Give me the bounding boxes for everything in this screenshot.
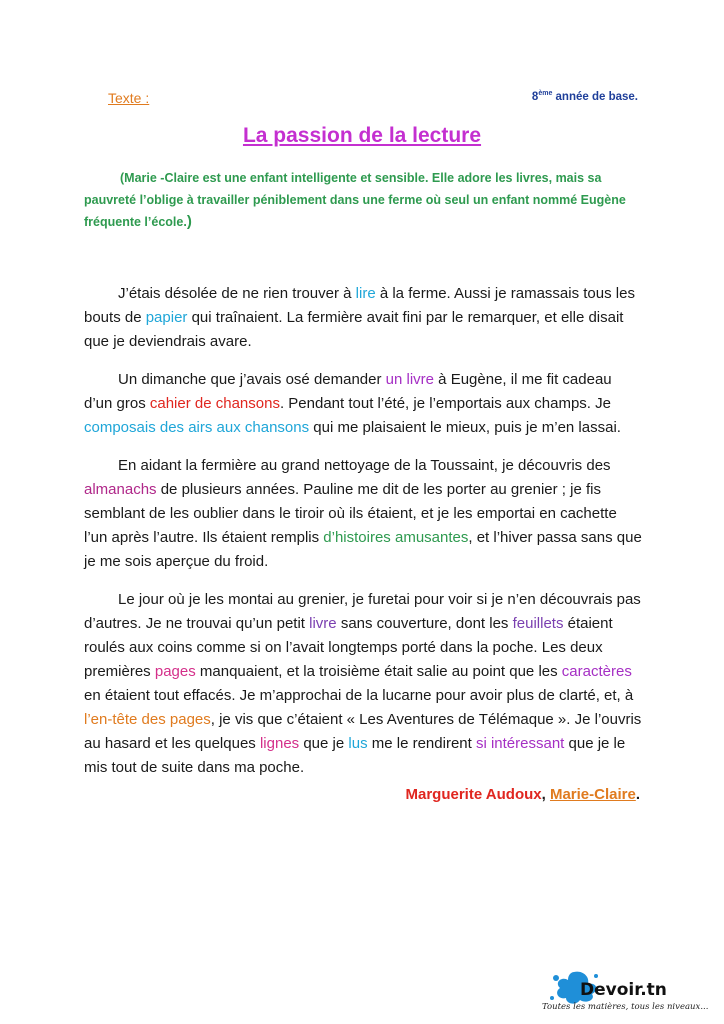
word-en-tete-des-pages: l’en-tête des pages — [84, 711, 211, 728]
intro-paragraph — [84, 167, 644, 233]
p2-text-b: à Eugène, il me fit cadeau d’un gros — [84, 371, 612, 412]
word-cahier-de-chansons: cahier de chansons — [149, 395, 280, 412]
level-rest: année de base. — [552, 90, 638, 103]
intro-text: (Marie -Claire est une enfant intelligente et sensible. Elle adore les livres, mais sa pauvreté l’oblige à travailler péniblement dans une ferme où seul un enfant nommé Eugène fréquente l’école. — [84, 171, 626, 229]
devoir-logo — [536, 968, 709, 1018]
p4-text-i: que je le mis tout de suite dans ma poche. — [84, 735, 626, 776]
level-label — [532, 90, 638, 103]
p2-text-a: Un dimanche que j’avais osé demander — [118, 371, 386, 388]
signature — [405, 786, 640, 803]
word-papier: papier — [145, 309, 188, 326]
signature-separator: , — [541, 786, 550, 803]
p1-text-b: à la ferme. Aussi je ramassais tous les bouts de — [84, 285, 635, 326]
p3-text-b: de plusieurs années. Pauline me dit de les porter au grenier ; je fis semblant de les oublier dans le tiroir où ils étaient, et je les emportai en cachette l’un après l’autre. Ils étaient remplis — [84, 481, 617, 546]
p2-text-d: qui me plaisaient le mieux, puis je m’en lassai. — [309, 419, 621, 436]
logo-name: Devoir.tn — [580, 980, 667, 1000]
word-si-interessant: si intéressant — [475, 735, 565, 752]
p4-text-f: , je vis que c’étaient « Les Aventures de Télémaque ». Je l’ouvris au hasard et les quelques — [84, 711, 642, 752]
word-un-livre: un livre — [385, 371, 435, 388]
logo-tagline: Toutes les matières, tous les niveaux... — [542, 1002, 709, 1012]
word-feuillets: feuillets — [512, 615, 564, 632]
word-lire: lire — [355, 285, 376, 302]
word-livre: livre — [309, 615, 337, 632]
word-pages: pages — [154, 663, 196, 680]
paragraph-1 — [84, 282, 642, 354]
intro-close-paren: ) — [186, 213, 192, 230]
p1-text-c: qui traînaient. La fermière avait fini par le remarquer, et elle disait que je deviendrais avare. — [84, 309, 624, 350]
word-caracteres: caractères — [561, 663, 632, 680]
word-almanachs: almanachs — [84, 481, 157, 498]
p4-text-g: que je — [299, 735, 349, 752]
signature-work: Marie-Claire — [549, 786, 636, 803]
header-row — [0, 90, 724, 110]
word-lus: lus — [348, 735, 368, 752]
page-title: La passion de la lecture — [242, 124, 482, 147]
p4-text-h: me le rendirent — [367, 735, 476, 752]
paragraph-2 — [84, 368, 642, 440]
p4-text-c: étaient roulés aux coins comme si on l’avait longtemps porté dans la poche. Les deux premières — [84, 615, 613, 680]
word-composais: composais des airs aux chansons — [84, 419, 310, 436]
p4-text-e: en étaient tout effacés. Je m’approchai de la lucarne pour avoir plus de clarté, et, à — [84, 687, 634, 704]
word-histoires-amusantes: d’histoires amusantes — [323, 529, 469, 546]
p4-text-d: manquaient, et la troisième était salie au point que les — [195, 663, 562, 680]
level-superscript: ème — [538, 90, 553, 97]
texte-label: Texte : — [108, 90, 150, 106]
p3-text-c: , et l’hiver passa sans que je me sois aperçue du froid. — [84, 529, 642, 570]
p2-text-c: . Pendant tout l’été, je l’emportais aux champs. Je — [279, 395, 611, 412]
p4-text-b: sans couverture, dont les — [336, 615, 513, 632]
signature-end: . — [635, 786, 640, 803]
p1-text-a: J’étais désolée de ne rien trouver à — [118, 285, 356, 302]
paragraph-3 — [84, 454, 642, 574]
body-text — [84, 282, 642, 794]
level-number: 8 — [531, 90, 539, 103]
paragraph-4 — [84, 588, 642, 780]
word-lignes: lignes — [259, 735, 300, 752]
p4-text-a: Le jour où je les montai au grenier, je furetai pour voir si je n’en découvrais pas d’autres. Je ne trouvai qu’un petit — [84, 591, 641, 632]
signature-author: Marguerite Audoux — [405, 786, 542, 803]
p3-text-a: En aidant la fermière au grand nettoyage de la Toussaint, je découvris des — [118, 457, 611, 474]
